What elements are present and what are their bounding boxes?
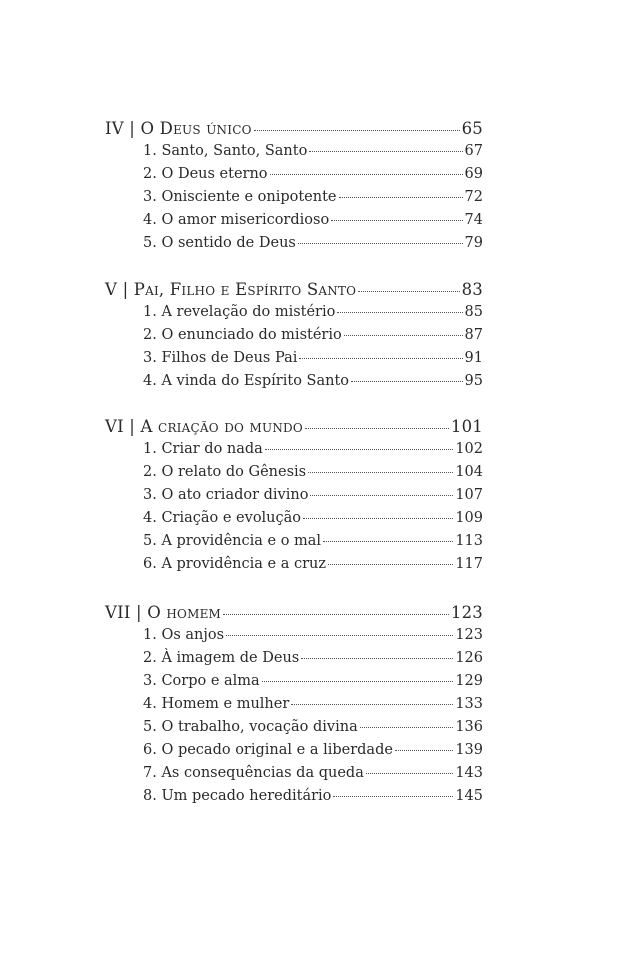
entry-title: 3. O ato criador divino <box>143 487 309 503</box>
toc-entry <box>105 484 483 507</box>
chapter-page-number: 101 <box>450 417 483 436</box>
chapter-heading <box>105 601 483 624</box>
chapter-separator: | <box>123 119 141 138</box>
entry-title: 4. A vinda do Espírito Santo <box>143 373 350 389</box>
entry-page-number: 109 <box>455 510 483 526</box>
dot-leader <box>299 358 462 359</box>
chapter-page-number: 65 <box>461 119 483 138</box>
entry-title: 2. O relato do Gênesis <box>143 464 307 480</box>
entry-page-number: 74 <box>464 212 483 228</box>
toc-entry <box>105 461 483 484</box>
toc-entry <box>105 209 483 232</box>
chapter-title: Pai, Filho e Espírito Santo <box>133 280 357 299</box>
dot-leader <box>333 796 453 797</box>
entry-page-number: 123 <box>455 627 483 643</box>
entry-title: 3. Corpo e alma <box>143 673 260 689</box>
chapter-section <box>105 415 483 576</box>
toc-entry <box>105 507 483 530</box>
entry-page-number: 126 <box>455 650 483 666</box>
chapter-separator: | <box>130 603 148 622</box>
entry-page-number: 104 <box>455 464 483 480</box>
toc-entry <box>105 647 483 670</box>
entry-page-number: 72 <box>464 189 483 205</box>
entry-page-number: 129 <box>455 673 483 689</box>
dot-leader <box>323 541 453 542</box>
dot-leader <box>265 449 453 450</box>
toc-entry <box>105 163 483 186</box>
entry-page-number: 139 <box>455 742 483 758</box>
entry-page-number: 67 <box>464 143 483 159</box>
entry-title: 3. Onisciente e onipotente <box>143 189 337 205</box>
entry-page-number: 91 <box>464 350 483 366</box>
toc-entry <box>105 370 483 393</box>
entry-page-number: 133 <box>455 696 483 712</box>
dot-leader <box>262 681 454 682</box>
entry-title: 2. O Deus eterno <box>143 166 268 182</box>
chapter-number: VI <box>105 417 124 436</box>
entry-page-number: 117 <box>455 556 483 572</box>
entry-title: 6. A providência e a cruz <box>143 556 326 572</box>
entry-page-number: 107 <box>455 487 483 503</box>
dot-leader <box>305 428 449 429</box>
entry-title: 5. O sentido de Deus <box>143 235 296 251</box>
entry-title: 6. O pecado original e a liberdade <box>143 742 393 758</box>
entry-title: 7. As consequências da queda <box>143 765 364 781</box>
dot-leader <box>310 495 453 496</box>
entry-page-number: 143 <box>455 765 483 781</box>
dot-leader <box>358 291 459 292</box>
toc-entry <box>105 762 483 785</box>
chapter-title: A criação do mundo <box>140 417 303 436</box>
entry-page-number: 85 <box>464 304 483 320</box>
chapter-separator: | <box>117 280 134 299</box>
chapter-number: IV <box>105 119 124 138</box>
chapter-page-number: 83 <box>461 280 483 299</box>
entry-title: 5. A providência e o mal <box>143 533 322 549</box>
toc-entry <box>105 140 483 163</box>
dot-leader <box>308 472 453 473</box>
chapter-heading <box>105 117 483 140</box>
chapter-section <box>105 278 483 393</box>
dot-leader <box>331 220 462 221</box>
entry-title: 4. O amor misericordioso <box>143 212 330 228</box>
toc-entry <box>105 301 483 324</box>
entry-title: 8. Um pecado hereditário <box>143 788 332 804</box>
dot-leader <box>291 704 453 705</box>
toc-entry <box>105 670 483 693</box>
dot-leader <box>301 658 453 659</box>
toc-entry <box>105 693 483 716</box>
entry-title: 4. Criação e evolução <box>143 510 302 526</box>
entry-title: 1. A revelação do mistério <box>143 304 336 320</box>
chapter-title: O homem <box>147 603 222 622</box>
entry-page-number: 79 <box>464 235 483 251</box>
dot-leader <box>360 727 454 728</box>
entry-page-number: 69 <box>464 166 483 182</box>
toc-entry <box>105 438 483 461</box>
chapter-title: O Deus único <box>140 119 252 138</box>
dot-leader <box>223 614 449 615</box>
dot-leader <box>254 130 460 131</box>
entry-title: 4. Homem e mulher <box>143 696 290 712</box>
dot-leader <box>309 151 462 152</box>
entry-title: 2. À imagem de Deus <box>143 650 300 666</box>
dot-leader <box>351 381 463 382</box>
toc-entry <box>105 186 483 209</box>
chapter-number: VII <box>105 603 131 622</box>
entry-page-number: 136 <box>455 719 483 735</box>
dot-leader <box>328 564 453 565</box>
dot-leader <box>366 773 453 774</box>
dot-leader <box>337 312 462 313</box>
toc-entry <box>105 530 483 553</box>
chapter-section <box>105 601 483 808</box>
dot-leader <box>344 335 463 336</box>
entry-page-number: 145 <box>455 788 483 804</box>
dot-leader <box>339 197 463 198</box>
entry-title: 5. O trabalho, vocação divina <box>143 719 358 735</box>
entry-page-number: 113 <box>455 533 483 549</box>
entry-title: 2. O enunciado do mistério <box>143 327 342 343</box>
toc-entry <box>105 232 483 255</box>
entry-page-number: 87 <box>464 327 483 343</box>
chapter-separator: | <box>123 417 141 436</box>
entry-page-number: 102 <box>455 441 483 457</box>
chapter-number: V <box>105 280 118 299</box>
chapter-page-number: 123 <box>450 603 483 622</box>
chapter-heading <box>105 415 483 438</box>
toc-entry <box>105 716 483 739</box>
toc-entry <box>105 785 483 808</box>
toc-entry <box>105 624 483 647</box>
entry-page-number: 95 <box>464 373 483 389</box>
entry-title: 3. Filhos de Deus Pai <box>143 350 298 366</box>
dot-leader <box>303 518 453 519</box>
chapter-heading <box>105 278 483 301</box>
dot-leader <box>226 635 453 636</box>
toc-entry <box>105 347 483 370</box>
dot-leader <box>395 750 453 751</box>
chapter-section <box>105 117 483 255</box>
entry-title: 1. Os anjos <box>143 627 225 643</box>
entry-title: 1. Criar do nada <box>143 441 263 457</box>
dot-leader <box>298 243 463 244</box>
dot-leader <box>270 174 463 175</box>
entry-title: 1. Santo, Santo, Santo <box>143 143 308 159</box>
toc-entry <box>105 324 483 347</box>
toc-entry <box>105 553 483 576</box>
toc-entry <box>105 739 483 762</box>
